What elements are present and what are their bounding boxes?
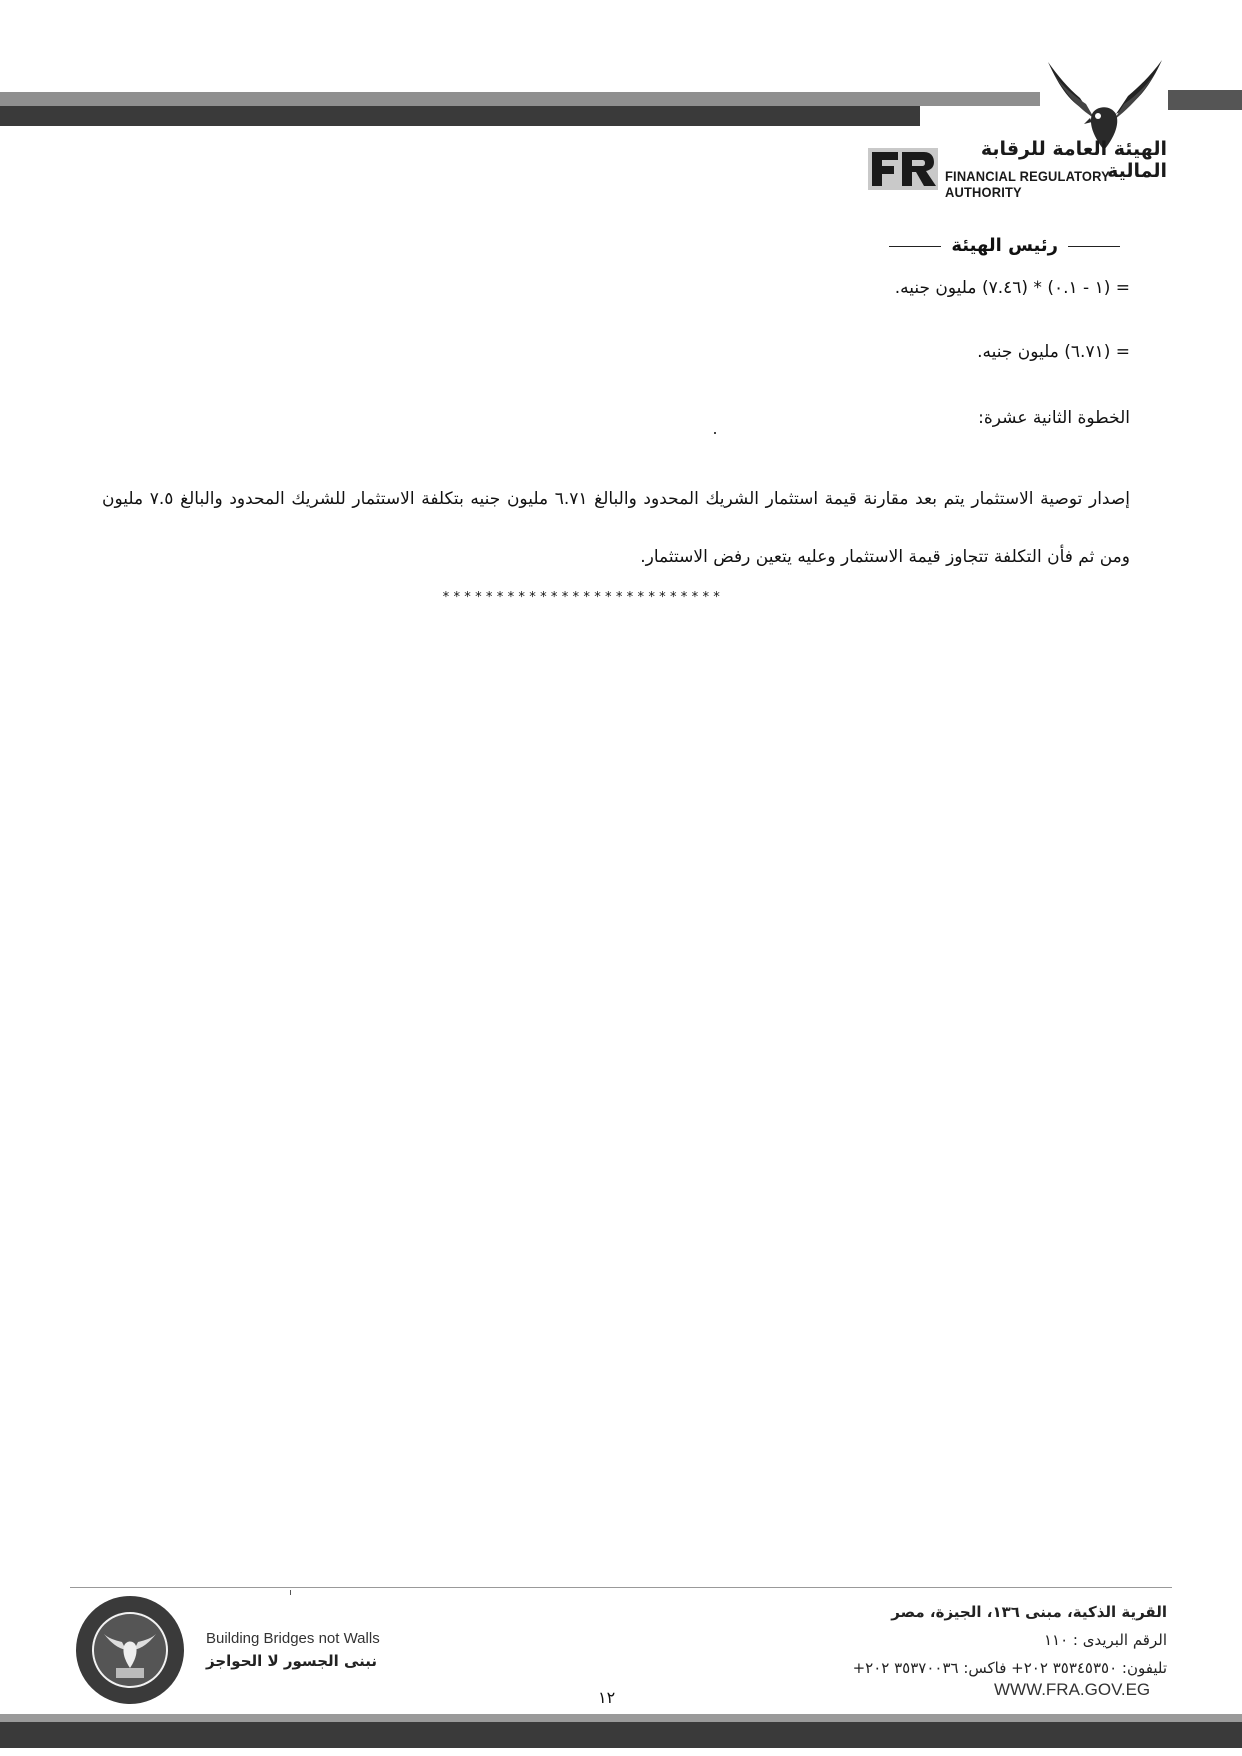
fra-logo-mark-icon — [868, 148, 938, 190]
footer-band-dark — [0, 1722, 1242, 1748]
heading-text: رئيس الهيئة — [951, 235, 1058, 256]
separator-stars: ************************** — [442, 590, 724, 605]
footer-address-line1: القرية الذكية، مبنى ١٣٦، الجيزة، مصر — [891, 1603, 1167, 1621]
calc-line-2: = (٦.٧١) مليون جنيه. — [977, 342, 1130, 362]
heading — [879, 235, 1130, 256]
slogan-english: Building Bridges not Walls — [206, 1630, 380, 1647]
heading-dash-right — [1068, 246, 1120, 247]
footer-band-light — [0, 1714, 1242, 1722]
stray-dot — [714, 432, 716, 434]
footer-address-line2: الرقم البريدى : ١١٠ — [1043, 1631, 1167, 1649]
heading-dash-left — [889, 246, 941, 247]
slogan-arabic: نبنى الجسور لا الحواجز — [206, 1652, 378, 1670]
footer-website: WWW.FRA.GOV.EG — [994, 1680, 1151, 1699]
org-name-arabic: الهيئة العامة للرقابة المالية — [980, 138, 1167, 182]
header-band-dark — [0, 106, 920, 126]
footer-divider — [70, 1587, 1172, 1588]
header-band-right — [1168, 90, 1242, 110]
step-title: الخطوة الثانية عشرة: — [978, 408, 1130, 428]
calc-line-1: = (١ - ٠.١) * (٧.٤٦) مليون جنيه. — [894, 278, 1130, 298]
egypt-seal-icon — [74, 1594, 186, 1706]
header-band-light — [0, 92, 1040, 106]
body-paragraph: إصدار توصية الاستثمار يتم بعد مقارنة قيمة استثمار الشريك المحدود والبالغ ٦.٧١ مليون جنيه بتكلفة الاستثمار للشريك المحدود والبالغ ٧.٥ مليون ومن ثم فأن التكلفة تتجاوز قيمة الاستثمار وعليه يتعين رفض الاستثمار. — [102, 489, 1130, 567]
org-name-english: FINANCIAL REGULATORY AUTHORITY — [945, 168, 1110, 200]
page-number: ١٢ — [598, 1688, 616, 1707]
footer-tick — [290, 1590, 291, 1595]
footer-address-line3: تليفون: ٣٥٣٤٥٣٥٠ ٢٠٢+ فاكس: ٣٥٣٧٠٠٣٦ ٢٠٢+ — [852, 1659, 1167, 1677]
